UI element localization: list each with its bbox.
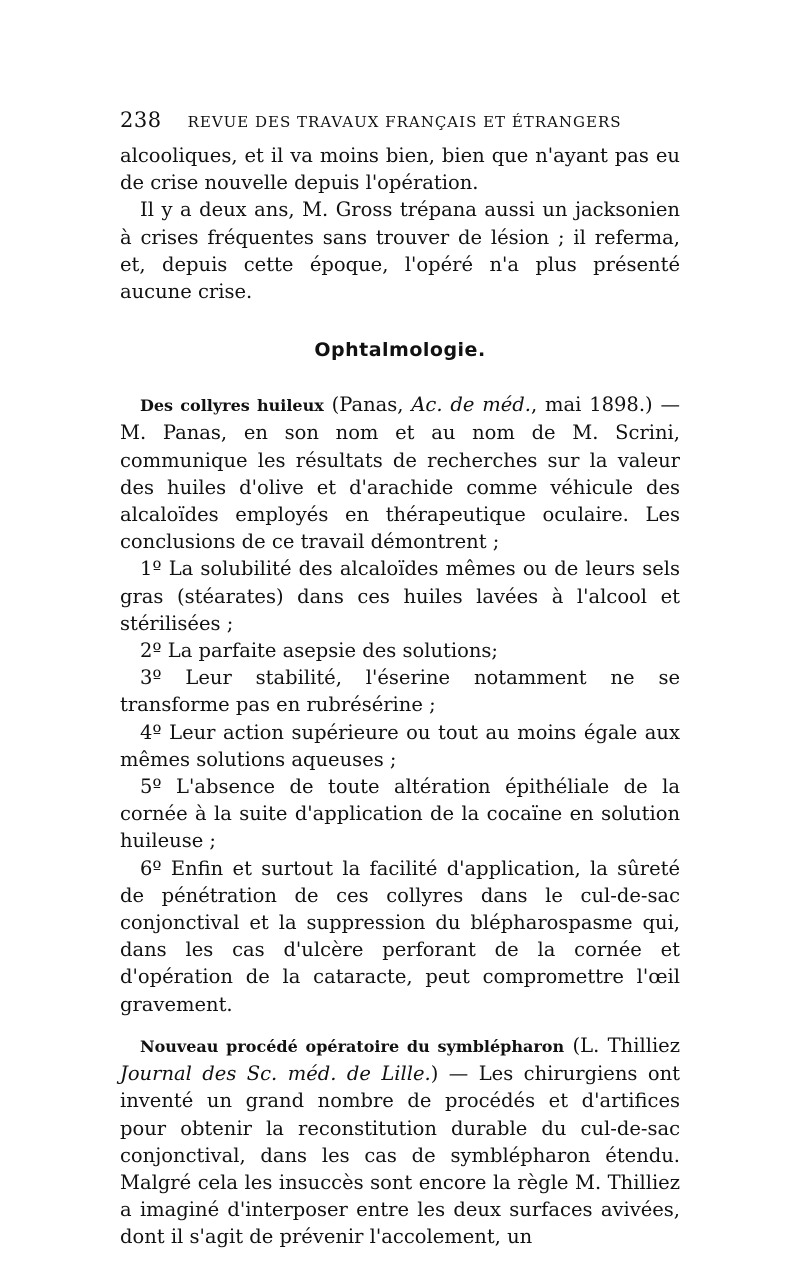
article-2-title: Nouveau procédé opératoire du symblépharon [140, 1036, 565, 1056]
article-2-body: ) — Les chirurgiens ont inventé un grand nombre de procédés et d'artifices pour obtenir la reconstitution durable du cul-de-sac conjonctival, dans les cas de symblépharon étendu. Malgré cela les insuccès sont encore la règle M. Thilliez a imaginé d'interposer entre les deux surfaces avivées, dont il s'agit de prévenir l'accolement, un [120, 1062, 680, 1249]
article-1-title: Des collyres huileux [140, 396, 324, 416]
running-head [120, 108, 680, 132]
article-1-ref-prefix: (Panas, [323, 393, 412, 417]
article-1-body: , mai 1898.) — M. Panas, en son nom et au nom de M. Scrini, communique les résultats de recherches sur la valeur des huiles d'olive et d'arachide comme véhicule des alcaloïdes employés en thérapeutique oculaire. Les conclusions de ce travail démontrent ; [120, 393, 680, 554]
article-2-lead [120, 1032, 680, 1251]
article-1-item-2: 2º La parfaite asepsie des solutions; [140, 639, 498, 663]
article-1-item-1: 1º La solubilité des alcaloïdes mêmes ou de leurs sels gras (stéarates) dans ces huiles lavées à l'alcool et stérilisées ; [120, 557, 680, 635]
page-number: 238 [120, 108, 162, 132]
intro-paragraph-2: Il y a deux ans, M. Gross trépana aussi un jacksonien à crises fréquentes sans trouver de lésion ; il referma, et, depuis cette époque, l'opéré n'a plus présenté aucune crise. [120, 198, 680, 304]
intro-paragraph-1: alcooliques, et il va moins bien, bien que n'ayant pas eu de crise nouvelle depuis l'opération. [120, 144, 680, 195]
spacer [120, 1018, 680, 1032]
article-1-lead [120, 391, 680, 555]
running-head-title: REVUE DES TRAVAUX FRANÇAIS ET ÉTRANGERS [187, 113, 622, 131]
article-1-journal: Ac. de méd. [411, 393, 531, 417]
article-1-item-4: 4º Leur action supérieure ou tout au moins égale aux mêmes solutions aqueuses ; [120, 720, 680, 771]
article-2-ref-prefix: (L. Thilliez [564, 1033, 680, 1057]
article-1-item-3: 3º Leur stabilité, l'éserine notamment ne se transforme pas en rubrésérine ; [120, 666, 680, 717]
section-title: Ophtalmologie. [314, 339, 486, 362]
article-1-item-5: 5º L'absence de toute altération épithéliale de la cornée à la suite d'application de la cocaïne en solution huileuse ; [120, 775, 680, 853]
page [120, 108, 680, 1251]
article-1-item-6: 6º Enfin et surtout la facilité d'application, la sûreté de pénétration de ces collyres dans le cul-de-sac conjonctival et la suppression du blépharospasme qui, dans les cas d'ulcère perforant de la cornée et d'opération de la cataracte, peut compromettre l'œil gravement. [120, 856, 680, 1016]
article-2-journal: Journal des Sc. méd. de Lille. [120, 1062, 431, 1086]
